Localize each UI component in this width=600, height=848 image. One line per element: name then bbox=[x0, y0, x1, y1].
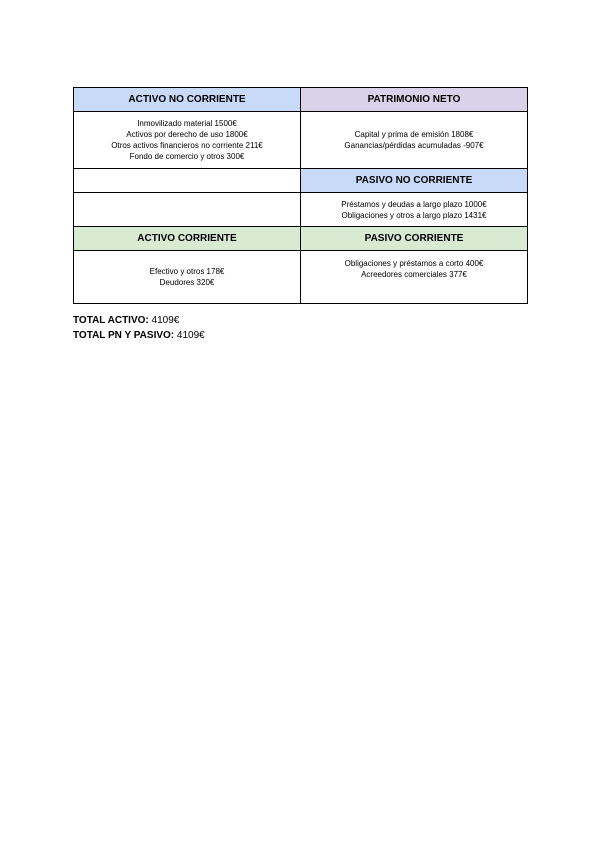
activo-corriente-line: Deudores 320€ bbox=[159, 278, 215, 287]
pasivo-no-corriente-line: Obligaciones y otros a largo plazo 1431€ bbox=[341, 210, 487, 220]
activo-corriente-line: Efectivo y otros 178€ bbox=[149, 267, 225, 276]
pasivo-corriente-header: PASIVO CORRIENTE bbox=[301, 227, 528, 251]
patrimonio-neto-line: Capital y prima de emisión 1808€ bbox=[354, 130, 474, 139]
patrimonio-neto-cell bbox=[301, 112, 528, 169]
total-activo-label: TOTAL ACTIVO: bbox=[73, 315, 149, 326]
pasivo-corriente-line: Obligaciones y préstamos a corto 400€ bbox=[344, 259, 484, 268]
total-activo-value: 4109€ bbox=[151, 315, 180, 326]
activo-no-corriente-line: Inmovilizado material 1500€ bbox=[137, 119, 237, 128]
pasivo-corriente-line: Acreedores comerciales 377€ bbox=[361, 270, 467, 279]
activo-no-corriente-line: Fondo de comercio y otros 300€ bbox=[129, 152, 245, 161]
empty-cell bbox=[74, 193, 301, 227]
total-pn-pasivo-value: 4109€ bbox=[176, 330, 205, 341]
balance-sheet-table bbox=[73, 87, 528, 304]
patrimonio-neto-line: Ganancias/pérdidas acumuladas -907€ bbox=[344, 141, 484, 150]
pasivo-no-corriente-line: Préstamos y deudas a largo plazo 1000€ bbox=[341, 199, 487, 209]
activo-no-corriente-header: ACTIVO NO CORRIENTE bbox=[74, 88, 301, 112]
activo-no-corriente-cell bbox=[74, 112, 301, 169]
pasivo-no-corriente-header: PASIVO NO CORRIENTE bbox=[301, 169, 528, 193]
activo-corriente-header: ACTIVO CORRIENTE bbox=[74, 227, 301, 251]
patrimonio-neto-header: PATRIMONIO NETO bbox=[301, 88, 528, 112]
activo-corriente-cell bbox=[74, 251, 301, 304]
empty-cell bbox=[74, 169, 301, 193]
pasivo-no-corriente-cell bbox=[301, 193, 528, 227]
activo-no-corriente-line: Activos por derecho de uso 1800€ bbox=[126, 130, 248, 139]
pasivo-corriente-cell bbox=[301, 251, 528, 304]
totals-block bbox=[73, 313, 205, 343]
total-activo bbox=[73, 313, 205, 328]
total-pn-pasivo-label: TOTAL PN Y PASIVO: bbox=[73, 330, 175, 341]
total-pn-pasivo bbox=[73, 328, 205, 343]
activo-no-corriente-line: Otros activos financieros no corriente 211€ bbox=[111, 141, 263, 150]
